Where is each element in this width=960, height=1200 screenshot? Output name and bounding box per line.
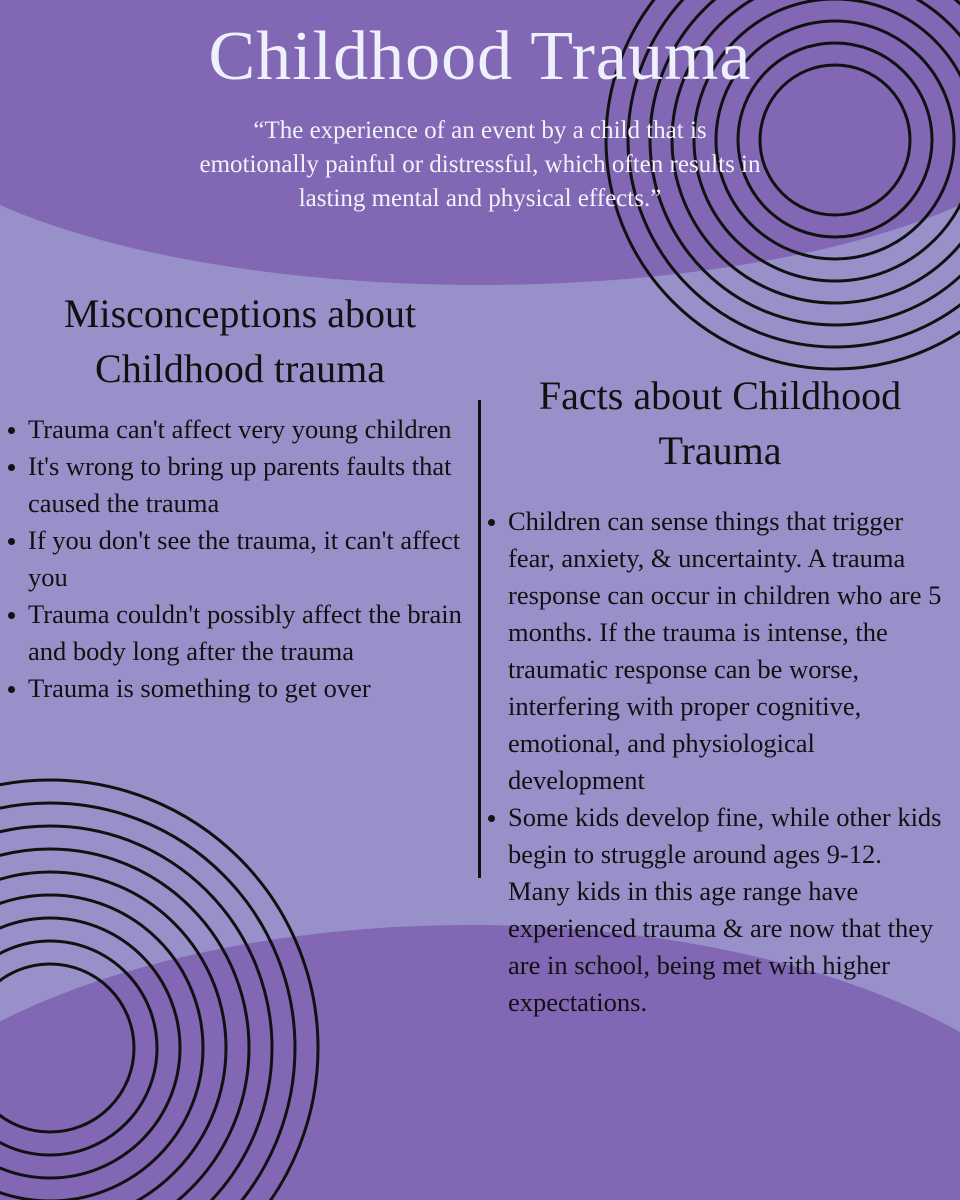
list-item: Trauma couldn't possibly affect the brain and body long after the trauma (1, 596, 471, 670)
misconceptions-heading: Misconceptions about Childhood trauma (63, 291, 417, 391)
facts-list (481, 503, 946, 1021)
list-item: Children can sense things that trigger fear, anxiety, & uncertainty. A trauma response can occur in children who are 5 months. If the trauma is intense, the traumatic response can be worse, interfering with proper cognitive, emotional, and physiological development (481, 503, 946, 799)
page-title: Childhood Trauma (208, 18, 752, 95)
misconceptions-list (1, 411, 471, 707)
definition-quote: “The experience of an event by a child that is emotionally painful or distressful, which often results in lasting mental and physical effects.” (199, 117, 761, 212)
list-item: Trauma is something to get over (1, 670, 471, 707)
facts-heading: Facts about Childhood Trauma (538, 373, 902, 473)
list-item: Trauma can't affect very young children (1, 411, 471, 448)
list-item: Some kids develop fine, while other kids begin to struggle around ages 9-12. Many kids in this age range have experienced trauma & are now that they are in school, being met with higher expectations. (481, 799, 946, 1021)
list-item: If you don't see the trauma, it can't affect you (1, 522, 471, 596)
list-item: It's wrong to bring up parents faults that caused the trauma (1, 448, 471, 522)
